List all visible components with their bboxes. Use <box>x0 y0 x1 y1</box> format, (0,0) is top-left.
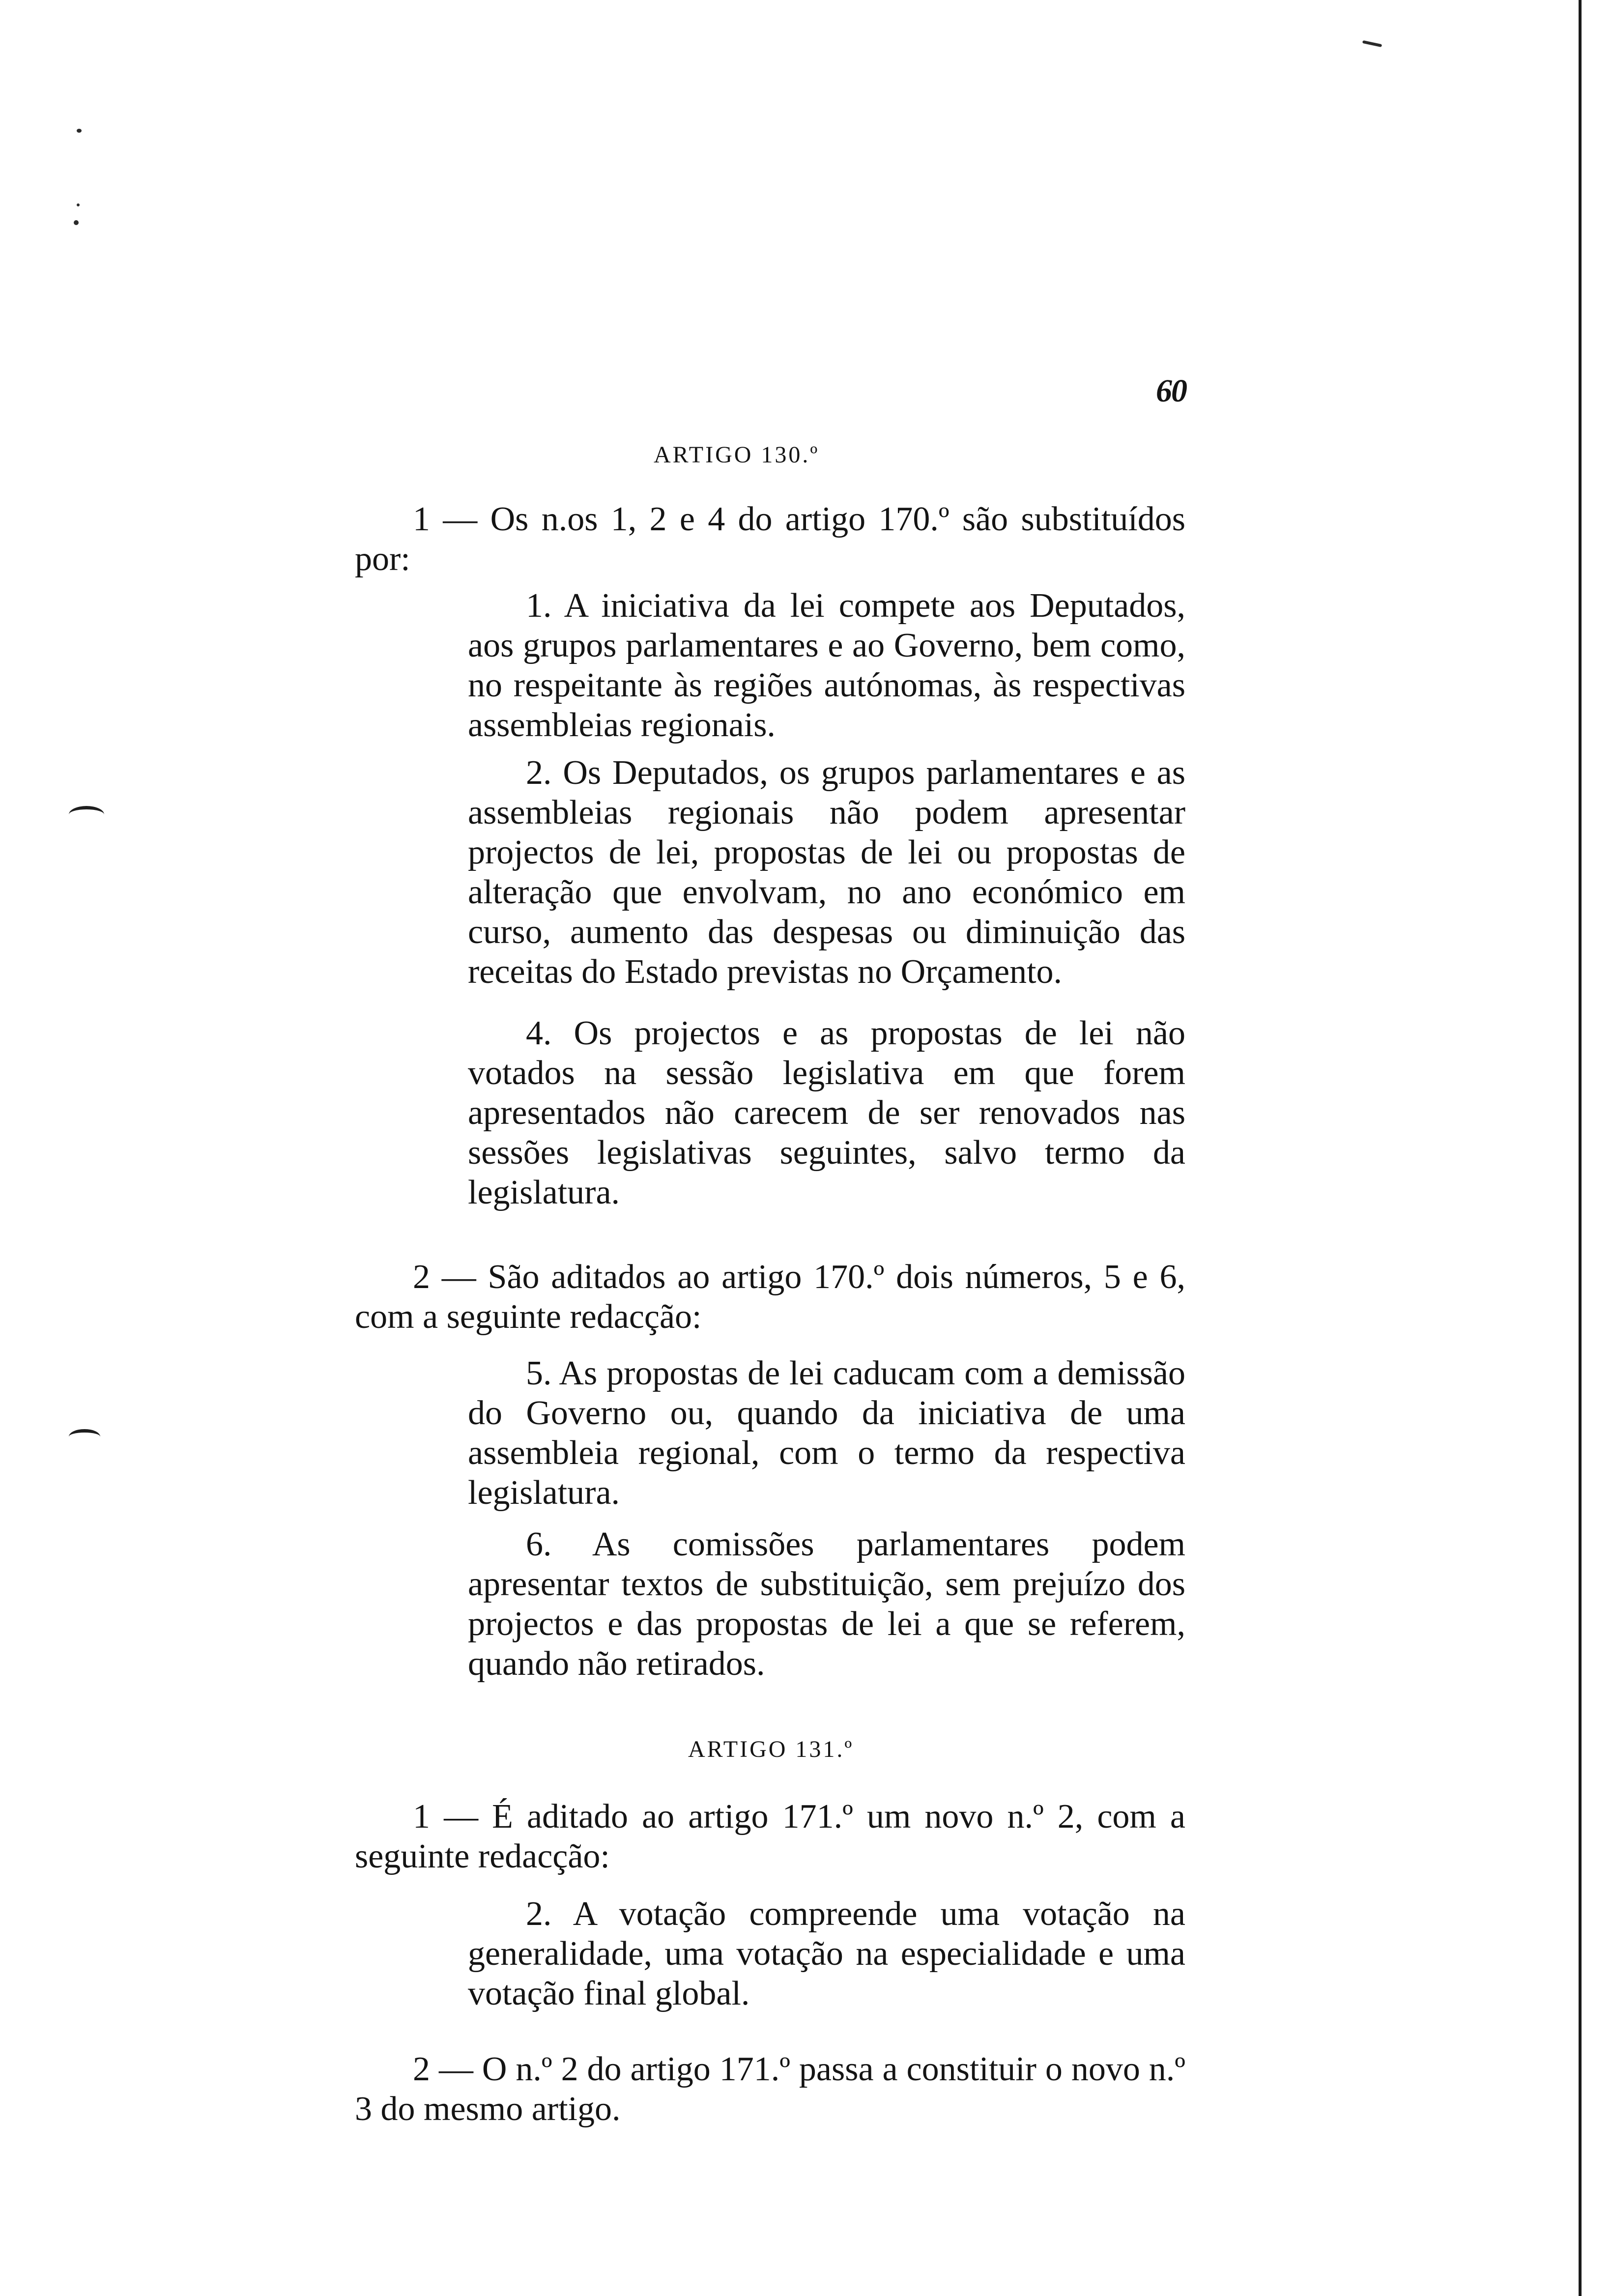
article-paragraph: 1 — Os n.os 1, 2 e 4 do artigo 170.º são substituídos por: <box>355 500 1185 578</box>
quoted-item: 1. A iniciativa da lei compete aos Deputados, aos grupos parlamentares e ao Governo, bem como, no respeitante às regiões autónomas, às respectivas assembleias regionais. <box>468 587 1185 744</box>
article-paragraph: 2 — São aditados ao artigo 170.º dois números, 5 e 6, com a seguinte redacção: <box>355 1258 1185 1336</box>
page-number: 60 <box>1156 373 1186 409</box>
quoted-item: 6. As comissões parlamentares podem apresentar textos de substituição, sem prejuízo dos projectos e das propostas de lei a que se referem, quando não retirados. <box>468 1525 1185 1683</box>
scan-artifact-dot <box>1362 40 1382 47</box>
scan-artifact-dot <box>74 220 79 225</box>
scan-edge-border <box>1579 0 1582 2296</box>
scan-artifact-mark <box>69 1429 100 1444</box>
scan-artifact-dot <box>77 129 82 133</box>
quoted-item: 5. As propostas de lei caducam com a demissão do Governo ou, quando da iniciativa de uma assembleia regional, com o termo da respectiva legislatura. <box>468 1354 1185 1512</box>
article-paragraph: 1 — É aditado ao artigo 171.º um novo n.º 2, com a seguinte redacção: <box>355 1798 1185 1875</box>
scan-artifact-dot <box>77 203 80 206</box>
article-paragraph: 2 — O n.º 2 do artigo 171.º passa a constituir o novo n.º 3 do mesmo artigo. <box>355 2050 1185 2128</box>
quoted-item: 2. Os Deputados, os grupos parlamentares e as assembleias regionais não podem apresentar projectos de lei, propostas de lei ou propostas de alteração que envolvam, no ano económico em curso, aumento das despesas ou diminuição das receitas do Estado previstas no Orçamento. <box>468 754 1185 991</box>
quoted-item: 2. A votação compreende uma votação na generalidade, uma votação na especialidade e uma votação final global. <box>468 1895 1185 2012</box>
article-heading: ARTIGO 130.º <box>654 442 820 468</box>
article-heading: ARTIGO 131.º <box>688 1736 854 1762</box>
scan-artifact-mark <box>69 806 104 823</box>
quoted-item: 4. Os projectos e as propostas de lei não votados na sessão legislativa em que forem apresentados não carecem de ser renovados nas sessões legislativas seguintes, salvo termo da legislatura. <box>468 1014 1185 1211</box>
